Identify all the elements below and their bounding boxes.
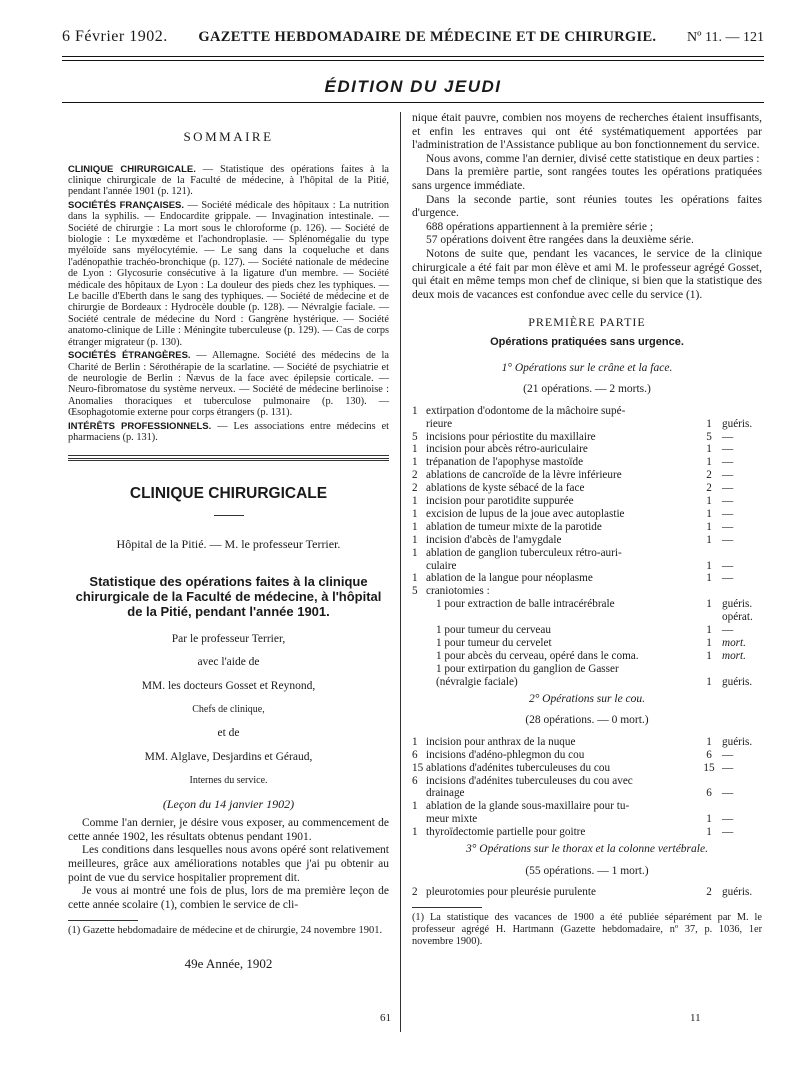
operation-label: extirpation d'odontome de la mâchoire supé- (426, 404, 626, 417)
body-paragraph: Nous avons, comme l'an dernier, divisé cette statistique en deux parties : (426, 152, 760, 165)
body-paragraph: 688 opérations appartiennent à la première série ; (426, 220, 654, 233)
operation-label: meur mixte (426, 813, 478, 826)
operation-label: 1 pour extirpation du ganglion de Gasser (436, 662, 619, 675)
operation-count: 6 (412, 774, 418, 787)
page-number: 61 (380, 1012, 391, 1024)
operation-result: guéris. (722, 735, 753, 748)
operation-row (412, 431, 762, 444)
footnote: (1) La statistique des vacances de 1900 a été publiée séparément par M. le professeur agrégé H. Hartmann (Gazette hebdomadaire, nº 37, p. 1036, 1er novembre 1900). (412, 912, 762, 947)
operated-count: 1 (706, 495, 712, 508)
operated-count: 1 (706, 637, 712, 649)
operation-label: 1 pour abcès du cerveau, opéré dans le coma. (436, 649, 639, 662)
interns-role: Internes du service. (189, 775, 268, 787)
footnote: (1) Gazette hebdomadaire de médecine et de chirurgie, 24 novembre 1901. (68, 925, 383, 937)
operation-label: excision de lupus de la joue avec autoplastie (426, 507, 625, 520)
operation-row (412, 521, 762, 534)
operation-count: 1 (412, 546, 418, 559)
operation-row (412, 826, 762, 839)
operation-result: — (722, 826, 734, 839)
operation-count: 2 (412, 482, 418, 495)
operation-row (412, 443, 762, 456)
operation-count: 2 (412, 886, 418, 899)
operated-count: 1 (706, 813, 712, 826)
group-title: 1° Opérations sur le crâne et la face. (501, 361, 673, 374)
operated-count: 1 (706, 520, 712, 533)
operation-row (412, 508, 762, 521)
operation-label: drainage (426, 787, 465, 800)
operation-row (412, 775, 762, 788)
body-paragraph: Comme l'an dernier, je désire vous exposer, au commencement de cette année 1902, les résultats obtenus pendant 1901. (68, 817, 389, 843)
operation-label: incisions d'adénites tuberculeuses du cou avec (426, 774, 633, 787)
operated-count: 1 (706, 572, 712, 585)
sommaire-item-text: — Allemagne. Société des médecins de la Charité de Berlin : Sérothérapie de la scarlatine. — Société de psychiatrie et de neurologie de Berlin : Nævus de la face avec épilepsie corticale. — Neuro-fibromatose du système nerveux. — Société de médecine berlinoise : Anomalies thoraciques et tuberculose pulmonaire (p. 130). — Œsophagotomie externe pour corps étrangers (p. 131). (68, 350, 389, 419)
operation-row (412, 736, 762, 749)
operation-label: ablations de cancroïde de la lèvre inférieure (426, 469, 622, 482)
operation-result: opérat. (722, 611, 753, 624)
sommaire-item-text: — Statistique des opérations faites à la clinique chirurgicale de la Faculté de médecine, à l'hôpital de la Pitié, pendant l'année 1901 (p. 121). (68, 163, 390, 198)
operation-label: ablation de la langue pour néoplasme (426, 572, 593, 585)
operated-count: 5 (706, 430, 712, 443)
and-line: et de (217, 726, 240, 739)
operation-count: 1 (412, 456, 418, 469)
operation-row (412, 585, 762, 598)
body-paragraph: Dans la première partie, sont rangées toutes les opérations pratiquées sans urgence immédiate. (412, 166, 762, 192)
operation-row (412, 572, 762, 585)
operations-groups (412, 362, 762, 900)
hospital-line: Hôpital de la Pitié. — M. le professeur Terrier. (116, 536, 341, 551)
operation-row (412, 598, 762, 611)
operation-result: — (722, 443, 734, 456)
operated-count: 1 (706, 417, 712, 430)
operation-count: 1 (412, 826, 418, 839)
operation-count: 1 (412, 533, 418, 546)
operation-result: — (722, 761, 734, 774)
operation-row (412, 495, 762, 508)
operation-row (412, 813, 762, 826)
operation-row (412, 787, 762, 800)
operated-count: 1 (706, 675, 712, 688)
operation-label: ablations d'adénites tuberculeuses du cou (426, 761, 611, 774)
sommaire-item-head: SOCIÉTÉS FRANÇAISES. (68, 199, 185, 211)
group-title: 2° Opérations sur le cou. (528, 692, 646, 705)
operations-list (412, 405, 762, 689)
sommaire-item-head: INTÉRÊTS PROFESSIONNELS. (68, 420, 212, 432)
operation-label: culaire (426, 559, 457, 572)
operation-label: incision pour anthrax de la nuque (426, 735, 576, 748)
operation-label: (névralgie faciale) (436, 675, 518, 688)
operation-row (412, 469, 762, 482)
operation-count: 5 (412, 585, 418, 598)
operation-label: ablation de la glande sous-maxillaire pour tu- (426, 800, 630, 813)
signature-mark: 11 (690, 1012, 701, 1024)
operated-count: 1 (706, 598, 712, 611)
operation-label: ablation de ganglion tuberculeux rétro-auri- (426, 546, 622, 559)
journal-title: GAZETTE HEBDOMADAIRE DE MÉDECINE ET DE CHIRURGIE. (198, 29, 657, 45)
operation-count: 1 (412, 443, 418, 456)
body-paragraph: nique était pauvre, combien nos moyens de recherches étaient insuffisants, et enfin les entraves qui ont été systématiquement apportées par l'administration de l'Assistance publique au bon fonctionnement du service. (412, 112, 762, 152)
operated-count: 2 (706, 482, 712, 495)
operated-count: 1 (706, 443, 712, 456)
operation-row (412, 405, 762, 418)
aide-line: avec l'aide de (197, 656, 260, 669)
issue-number: Nº 11. — 121 (687, 30, 764, 45)
operation-label: incisions pour périostite du maxillaire (426, 430, 596, 443)
operated-count: 1 (706, 533, 712, 546)
operation-label: thyroïdectomie partielle pour goitre (426, 826, 586, 839)
column-divider (400, 112, 401, 1032)
operation-row (412, 886, 762, 899)
operation-label: incision pour abcès rétro-auriculaire (426, 443, 588, 456)
operation-row (412, 418, 762, 431)
operation-row (412, 762, 762, 775)
operation-result: guéris. (722, 417, 753, 430)
article-title: Statistique des opérations faites à la clinique chirurgicale de la Faculté de médecine, à l'hôpital de la Pitié, pendant l'année 1901. (75, 573, 382, 619)
operation-result: — (722, 520, 734, 533)
operation-label: 1 pour extraction de balle intracérébrale (436, 598, 615, 611)
operation-result: — (722, 430, 734, 443)
operated-count: 2 (706, 469, 712, 482)
left-column (68, 112, 389, 971)
edition-rule (62, 102, 764, 103)
operated-count: 1 (706, 507, 712, 520)
body-paragraph: Les conditions dans lesquelles nous avons opéré sont relativement meilleures, grâce aux améliorations notables que j'ai pu obtenir au point de vue du service hospitalier proprement dit. (68, 844, 389, 884)
body-paragraph: Dans la seconde partie, sont réunies toutes les opérations faites d'urgence. (412, 193, 762, 220)
operation-result: — (722, 572, 734, 585)
body-paragraph: Je vous ai montré une fois de plus, lors de ma première leçon de cette année scolaire (1), combien le service de cli- (68, 885, 389, 911)
operation-count: 1 (412, 572, 418, 585)
operation-row (412, 650, 762, 663)
operated-count: 1 (706, 735, 712, 748)
author-line: Par le professeur Terrier, (171, 632, 286, 645)
right-column (412, 112, 762, 948)
group-summary: (28 opérations. — 0 mort.) (525, 714, 649, 727)
operation-count: 1 (412, 735, 418, 748)
part-subtitle: Opérations pratiquées sans urgence. (490, 335, 684, 348)
operated-count: 1 (706, 559, 712, 572)
operated-count: 1 (706, 456, 712, 469)
body-paragraph: 57 opérations doivent être rangées dans la deuxième série. (426, 234, 694, 247)
section-rule-double (68, 458, 389, 461)
part-title: PREMIÈRE PARTIE (528, 315, 646, 330)
sommaire-item-head: CLINIQUE CHIRURGICALE. (68, 163, 196, 175)
group-title: 3° Opérations sur le thorax et la colonne vertébrale. (466, 843, 708, 856)
sommaire-item (68, 350, 389, 418)
operation-label: incision d'abcès de l'amygdale (426, 533, 562, 546)
operation-row (412, 624, 762, 637)
edition-banner: ÉDITION DU JEUDI (324, 77, 502, 96)
group-summary: (21 opérations. — 2 morts.) (523, 383, 651, 396)
operation-result: mort. (722, 649, 746, 662)
operated-count: 15 (703, 761, 715, 774)
doctors-role: Chefs de clinique, (192, 704, 265, 716)
operation-result: guéris. (722, 598, 753, 611)
sommaire-item (68, 200, 389, 348)
operation-count: 5 (412, 430, 418, 443)
sommaire-item-head: SOCIÉTÉS ÉTRANGÈRES. (68, 350, 191, 362)
issue-date: 6 Février 1902. (62, 28, 168, 45)
operation-label: 1 pour tumeur du cerveau (436, 624, 551, 637)
operation-row (412, 676, 762, 689)
short-rule (214, 515, 244, 516)
operation-result: — (722, 469, 734, 482)
page-footer (68, 957, 389, 971)
year-label: 49e Année, 1902 (184, 956, 273, 972)
operation-row (412, 456, 762, 469)
operations-list (412, 736, 762, 839)
operation-result: guéris. (722, 886, 753, 899)
header-rule (62, 56, 764, 57)
operated-count: 6 (706, 748, 712, 761)
operation-result: — (722, 482, 734, 495)
sommaire-item-text: — Les associations entre médecins et pharmaciens (p. 131). (68, 420, 389, 443)
operation-label: incisions d'adéno-phlegmon du cou (426, 748, 585, 761)
operation-row (412, 560, 762, 573)
operation-label: rieure (426, 417, 453, 430)
body-paragraph: Notons de suite que, pendant les vacances, le service de la clinique chirurgicale a été fait par mon élève et ami M. le professeur agrégé Gosset, qui était en même temps mon chef de clinique, si bien que la statistique des deux mois de vacances est confondue avec celle du service (1). (412, 247, 762, 301)
operations-list (412, 886, 762, 899)
section-rule (68, 455, 389, 456)
operation-row (412, 663, 762, 676)
header-rule-thin (62, 60, 764, 61)
operation-result: — (722, 813, 734, 826)
operation-row (412, 637, 762, 650)
interns-line: MM. Alglave, Desjardins et Géraud, (144, 750, 313, 763)
group-summary: (55 opérations. — 1 mort.) (525, 864, 649, 877)
operation-label: craniotomies : (426, 585, 490, 598)
sommaire-item-text: — Société médicale des hôpitaux : La nutrition dans la syphilis. — Endocardite grippale. — Invagination intestinale. — Société de chirurgie : La mort sous le chloroforme (p. 126). — Société de biologie : Le myxœdème et l'achondroplasie. — Splénomégalie du type myéloïde sans myélocytémie. — Le sang dans la coqueluche et dans l'adénopathie trachéo-bronchique (p. 127). — Société nationale de médecine de Lyon : Glycosurie consécutive à la ligature d'un membre. — Société médicale des hôpitaux de Lyon : La douleur des pieds chez les typhiques. — Le bacille d'Eberth dans le sang des typhiques. — Société de médecine et de chirurgie de Bordeaux : Hydrocèle double (p. 128). — Névralgie faciale. — Société centrale de médecine du Nord : Gangrène hystérique. — Société anatomo-clinique de Lille : Méningite tuberculeuse (p. 129). — Cas de corps étranger migrateur (p. 130). (68, 199, 389, 348)
operation-row (412, 482, 762, 495)
operation-count: 2 (412, 469, 418, 482)
section-title: CLINIQUE CHIRURGICALE (129, 485, 328, 503)
operation-result: — (722, 624, 734, 637)
operation-result: — (722, 495, 734, 508)
operation-label: pleurotomies pour pleurésie purulente (426, 886, 596, 899)
operation-count: 1 (412, 495, 418, 508)
operation-result: — (722, 533, 734, 546)
operation-count: 15 (412, 761, 424, 774)
operation-row (412, 547, 762, 560)
operation-result: — (722, 787, 734, 800)
operation-result: — (722, 559, 734, 572)
operation-row (412, 611, 762, 624)
operation-label: trépanation de l'apophyse mastoïde (426, 456, 584, 469)
operation-label: 1 pour tumeur du cervelet (436, 637, 552, 649)
operation-label: ablations de kyste sébacé de la face (426, 482, 585, 495)
operation-count: 6 (412, 748, 418, 761)
sommaire-list (68, 164, 389, 444)
operation-count: 1 (412, 520, 418, 533)
operation-result: — (722, 748, 734, 761)
sommaire-item (68, 421, 389, 444)
operated-count: 2 (706, 886, 712, 899)
operation-label: incision pour parotidite suppurée (426, 495, 574, 508)
operated-count: 1 (706, 624, 712, 637)
operation-row (412, 749, 762, 762)
operation-result: — (722, 507, 734, 520)
operation-count: 1 (412, 507, 418, 520)
operation-result: — (722, 456, 734, 469)
operation-row (412, 534, 762, 547)
operation-row (412, 800, 762, 813)
sommaire-title: SOMMAIRE (183, 129, 274, 144)
doctors-line: MM. les docteurs Gosset et Reynond, (141, 679, 316, 692)
operated-count: 6 (706, 787, 712, 800)
operation-result: guéris. (722, 675, 753, 688)
footnote-rule (68, 920, 138, 921)
sommaire-item (68, 164, 389, 198)
footnote-rule (412, 907, 482, 908)
lecon-date: (Leçon du 14 janvier 1902) (162, 796, 295, 811)
operation-count: 1 (412, 404, 418, 417)
running-header (62, 28, 764, 50)
operated-count: 1 (706, 649, 712, 662)
operation-result: mort. (722, 637, 746, 649)
operation-count: 1 (412, 800, 418, 813)
operation-label: ablation de tumeur mixte de la parotide (426, 520, 602, 533)
operated-count: 1 (706, 826, 712, 839)
